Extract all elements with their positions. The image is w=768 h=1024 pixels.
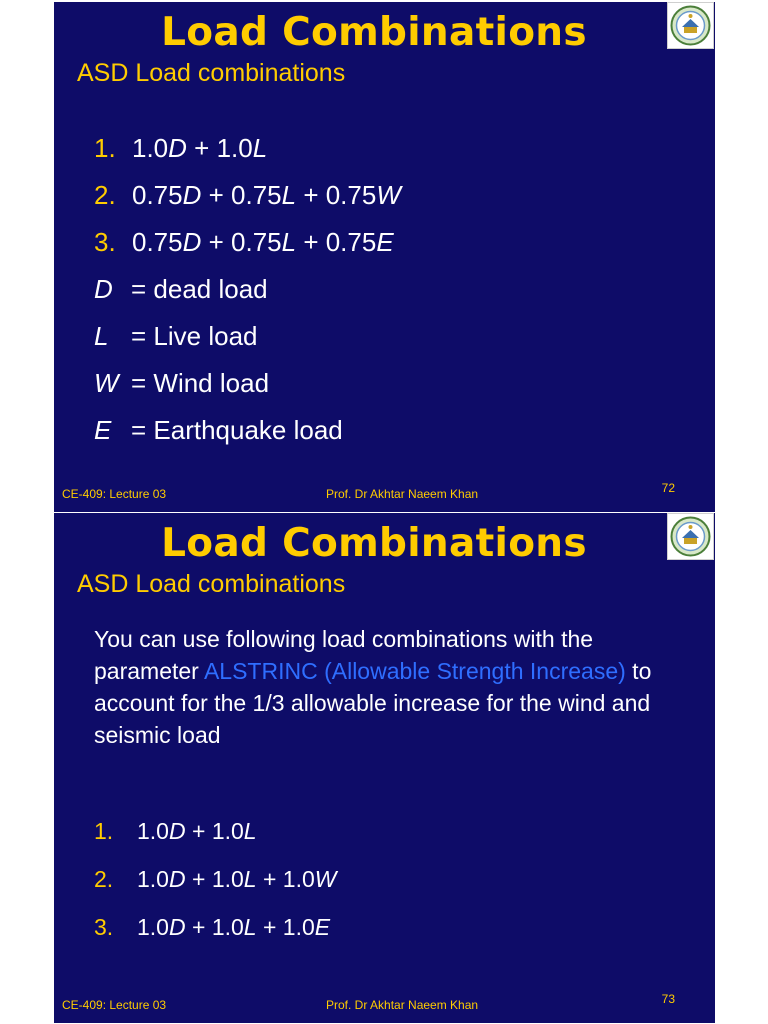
slide-title: Load Combinations bbox=[161, 10, 587, 55]
item-number: 3. bbox=[94, 227, 116, 257]
list-item: 3. 1.0D + 1.0L + 1.0E bbox=[94, 910, 337, 958]
load-combination-list bbox=[94, 814, 337, 958]
slide-subtitle: ASD Load combinations bbox=[77, 570, 346, 598]
page-number: 73 bbox=[661, 992, 675, 1006]
footer-author: Prof. Dr Akhtar Naeem Khan bbox=[326, 487, 479, 501]
definition-item: L = Live load bbox=[94, 321, 258, 351]
item-number: 1. bbox=[94, 818, 114, 844]
list-item: 2. 0.75D + 0.75L + 0.75W bbox=[94, 177, 401, 224]
item-number: 3. bbox=[94, 914, 114, 940]
item-number: 1. bbox=[94, 133, 116, 163]
footer-author: Prof. Dr Akhtar Naeem Khan bbox=[326, 998, 479, 1012]
parameter-highlight: ALSTRINC (Allowable Strength Increase) bbox=[203, 658, 626, 684]
load-combination-list bbox=[94, 130, 401, 459]
list-item: 2. 1.0D + 1.0L + 1.0W bbox=[94, 862, 337, 910]
item-number: 2. bbox=[94, 180, 116, 210]
university-seal-icon bbox=[667, 513, 714, 560]
slide-73 bbox=[54, 513, 715, 1023]
list-item: 1. 1.0D + 1.0L bbox=[94, 130, 401, 177]
footer-course: CE-409: Lecture 03 bbox=[62, 998, 167, 1012]
slide-72 bbox=[54, 2, 715, 512]
page-number: 72 bbox=[661, 481, 675, 495]
list-item: 3. 0.75D + 0.75L + 0.75E bbox=[94, 224, 401, 271]
list-item: 1. 1.0D + 1.0L bbox=[94, 814, 337, 862]
university-seal-icon bbox=[667, 2, 714, 49]
item-number: 2. bbox=[94, 866, 114, 892]
slide-title: Load Combinations bbox=[161, 521, 587, 566]
description-paragraph: You can use following load combinations with the parameter ALSTRINC (Allowable Strength Increase) to account for the 1/3 allowable increase for the wind and seismic load bbox=[94, 626, 652, 748]
definition-item: D = dead load bbox=[94, 274, 268, 304]
slide-subtitle: ASD Load combinations bbox=[77, 59, 346, 87]
definition-item: W = Wind load bbox=[94, 368, 270, 398]
definition-item: E = Earthquake load bbox=[94, 415, 343, 445]
footer-course: CE-409: Lecture 03 bbox=[62, 487, 167, 501]
